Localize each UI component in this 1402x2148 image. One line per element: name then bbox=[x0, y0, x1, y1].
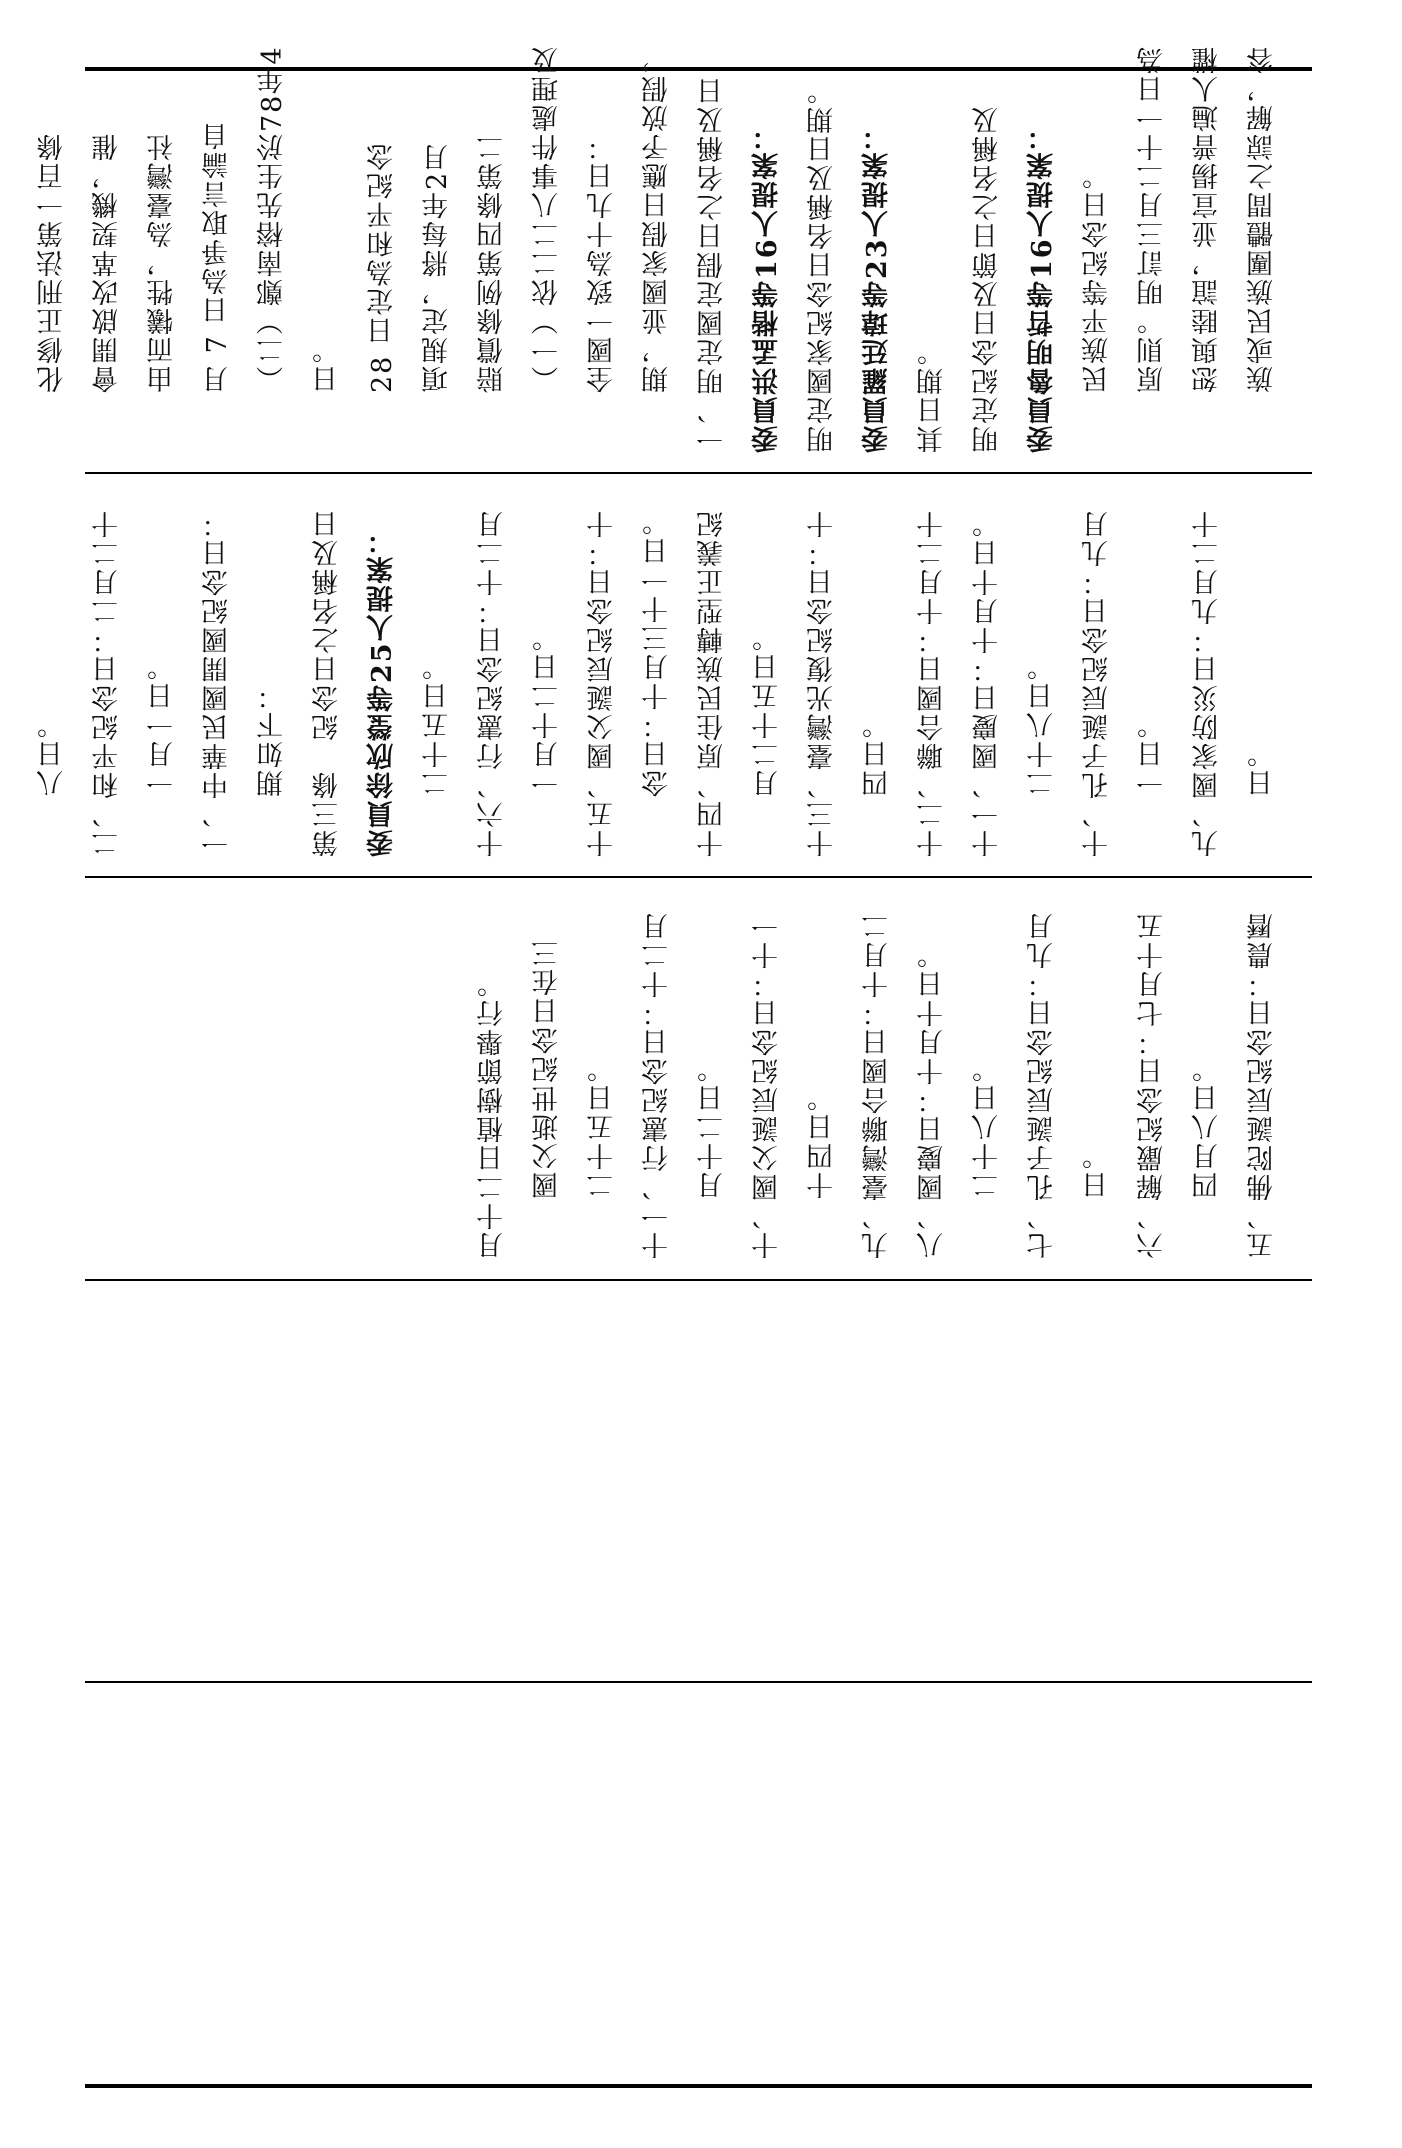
text-line: 日。 bbox=[1247, 739, 1278, 797]
text-line: 一月一日。 bbox=[147, 652, 178, 797]
text-line: 會開啟改革契機，催 bbox=[92, 132, 123, 393]
text-line: 十六、行憲紀念日：十二月 bbox=[477, 509, 508, 857]
text-line: 二十八日。 bbox=[1027, 652, 1058, 797]
text-line: 十四、原住民族轉型正義紀 bbox=[697, 509, 728, 857]
text-line: 明定國家紀念日名稱及日期。 bbox=[807, 76, 838, 453]
text-line: 國父逝世紀念日在三 bbox=[532, 938, 563, 1199]
text-line: 日。 bbox=[312, 335, 343, 393]
text-line: 念日：十月三十一日。 bbox=[642, 507, 673, 797]
row-divider-1 bbox=[85, 472, 1312, 474]
text-line: 一日。 bbox=[1137, 710, 1168, 797]
text-line: 一、明定國定假日之名稱及日 bbox=[697, 76, 728, 453]
text-line: 一月十二日。 bbox=[532, 623, 563, 797]
text-line: 十二、聯合國日：十月二十 bbox=[917, 509, 948, 857]
text-line: 明定紀念日及節日之名稱及 bbox=[972, 105, 1003, 453]
text-line: 第三條 紀念日之名稱及日 bbox=[312, 509, 343, 857]
text-line: 恕與睦誼，並宣揚普遍人權 bbox=[1192, 45, 1223, 393]
text-line: 十、孔子誕辰紀念日：九月 bbox=[1082, 509, 1113, 857]
text-line: 十四日。 bbox=[807, 1083, 838, 1199]
text-line: 民族平等紀念日。 bbox=[1082, 161, 1113, 393]
text-line: 十一、國慶日：十月十日。 bbox=[972, 509, 1003, 857]
text-line: 月 7 日為爭取言論自 bbox=[202, 120, 233, 393]
text-line: 月十二日。 bbox=[697, 1054, 728, 1199]
text-line: 九、臺灣聯合國日：十月二 bbox=[862, 911, 893, 1259]
text-line: 族或民族團體間之諒解，容 bbox=[1247, 45, 1278, 393]
text-line: 十三、臺灣光復紀念日：十 bbox=[807, 509, 838, 857]
text-line: 一、中華民國開國紀念日： bbox=[202, 509, 233, 857]
text-line: 月十二日植樹節舉行。 bbox=[477, 969, 508, 1259]
table-row-5-empty bbox=[85, 1684, 1312, 2084]
text-line: 委員洪孟楷等16人提案： bbox=[752, 121, 783, 453]
text-line: （一）依二二八事件處理及 bbox=[532, 45, 563, 393]
text-line: 委員魯明哲等16人提案： bbox=[1027, 121, 1058, 453]
text-line: 九、國家防災日：九月二十 bbox=[1192, 509, 1223, 857]
text-line: 原則。明訂三月二十一日為 bbox=[1137, 45, 1168, 393]
table-row-1 bbox=[37, 45, 1312, 471]
text-line: 十五、國父誕辰紀念日：十 bbox=[587, 509, 618, 857]
text-line: 期，並國家假日應予放假， bbox=[642, 45, 673, 393]
table-row-2 bbox=[37, 475, 1312, 875]
text-line: （二）鄭南榕先生於78年4 bbox=[257, 45, 288, 393]
text-line: 十一、行憲紀念日：十二月 bbox=[642, 911, 673, 1259]
text-line: 全國一致為十九日： bbox=[587, 132, 618, 393]
text-line: 八、國慶日：十月十日。 bbox=[917, 940, 948, 1259]
text-line: 月二十五日。 bbox=[752, 623, 783, 797]
text-line: 二十五日。 bbox=[587, 1054, 618, 1199]
text-line: 十、國父誕辰紀念日：十一 bbox=[752, 911, 783, 1259]
text-line: 28 日定為和平紀念 bbox=[367, 141, 398, 393]
text-line: 五、佛陀誕辰紀念日：農曆 bbox=[1247, 911, 1278, 1259]
text-line: 四日。 bbox=[862, 710, 893, 797]
text-line: 化修正刑法第一百條 bbox=[37, 132, 68, 393]
row-divider-3 bbox=[85, 1279, 1312, 1281]
row-divider-2 bbox=[85, 876, 1312, 878]
text-line: 二十五日。 bbox=[422, 652, 453, 797]
text-line: 四月八日。 bbox=[1192, 1054, 1223, 1199]
table-row-3 bbox=[85, 879, 1312, 1277]
text-line: 賠償條例第四條第二 bbox=[477, 132, 508, 393]
text-line: 六、解嚴紀念日：七月十五 bbox=[1137, 911, 1168, 1259]
text-line: 由而犧牲，為臺灣社 bbox=[147, 132, 178, 393]
text-line: 七、孔子誕辰紀念日：九月 bbox=[1027, 911, 1058, 1259]
text-line: 期如下： bbox=[257, 681, 288, 797]
text-line: 日。 bbox=[1082, 1141, 1113, 1199]
table-row-4-empty bbox=[85, 1282, 1312, 1679]
text-line: 八日。 bbox=[37, 710, 68, 797]
text-line: 委員徐欣瑩等25人提案： bbox=[367, 525, 398, 857]
row-divider-4 bbox=[85, 1681, 1312, 1683]
text-line: 項規定，將每年2月 bbox=[422, 141, 453, 393]
text-line: 委員羅廷瑋等23人提案： bbox=[862, 121, 893, 453]
text-line: 其日期。 bbox=[917, 337, 948, 453]
bottom-rule bbox=[85, 2084, 1312, 2088]
text-line: 二、和平紀念日：二月二十 bbox=[92, 509, 123, 857]
text-line: 二十八日。 bbox=[972, 1054, 1003, 1199]
